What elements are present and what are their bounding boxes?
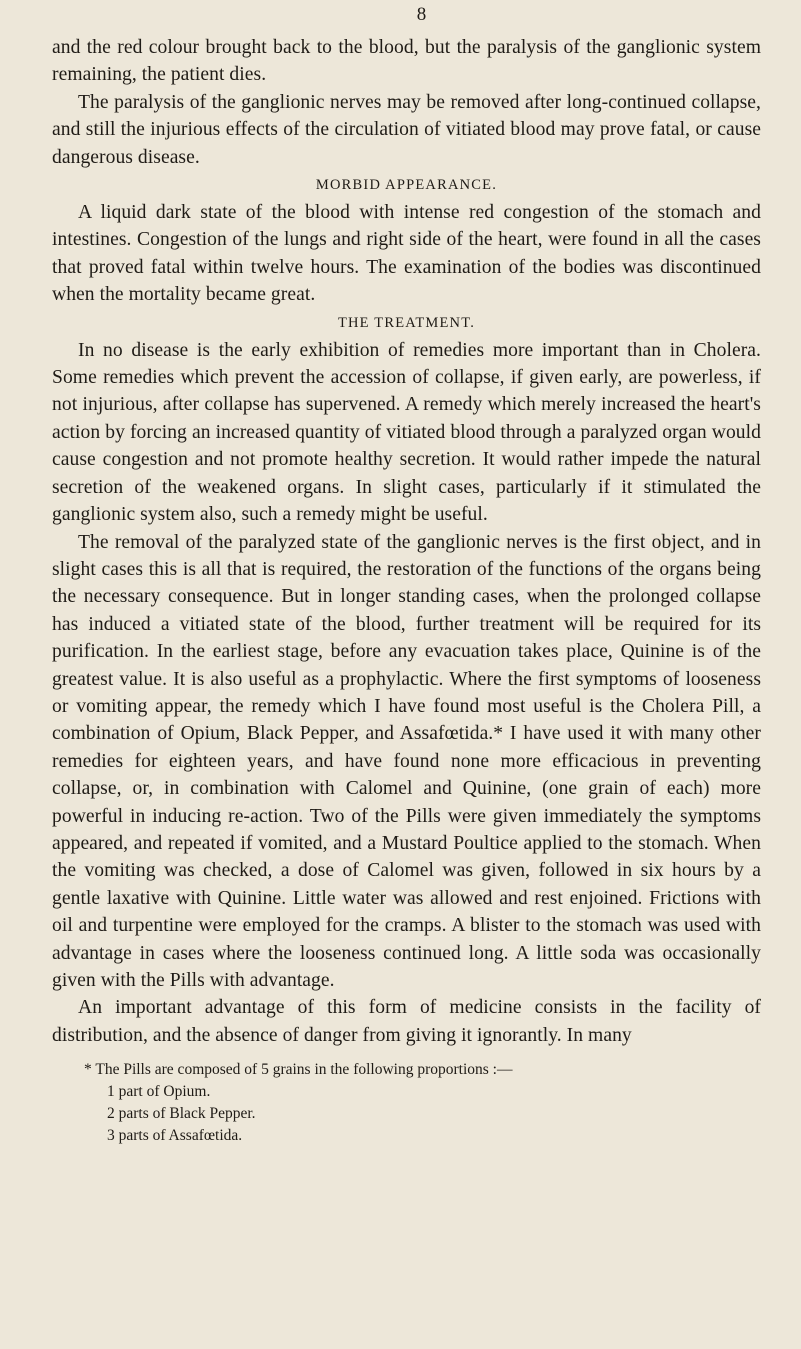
footnote <box>52 1059 761 1147</box>
paragraph-morbid-appearance: A liquid dark state of the blood with intense red congestion of the stomach and intestines. Congestion of the lungs and right side of the heart, were found in all the cases that proved fatal within twelve hours. The examination of the bodies was discontinued when the mortality became great. <box>52 202 761 306</box>
paragraph-ganglionic-paralysis: The paralysis of the ganglionic nerves may be removed after long-continued collapse, and still the injurious effects of the circulation of vitiated blood may prove fatal, or cause dangerous disease. <box>52 91 761 168</box>
footnote-item: 3 parts of Assafœtida. <box>107 1127 243 1145</box>
footnote-intro: * The Pills are composed of 5 grains in the following proportions :— <box>84 1061 513 1079</box>
paragraph-continuation: and the red colour brought back to the blood, but the paralysis of the ganglionic system remaining, the patient dies. <box>52 37 761 86</box>
page-number: 8 <box>416 4 427 25</box>
heading-treatment: THE TREATMENT. <box>337 314 476 331</box>
heading-morbid-appearance: MORBID APPEARANCE. <box>315 177 498 194</box>
footnote-item: 2 parts of Black Pepper. <box>107 1105 256 1123</box>
footnote-item: 1 part of Opium. <box>107 1083 211 1101</box>
paragraph-early-remedies: In no disease is the early exhibition of remedies more important than in Cholera. Some remedies which prevent the accession of collapse, if given early, are powerless, if not injurious, after collapse has supervened. A remedy which merely increased the heart's action by forcing an increased quantity of vitiated blood through a paralyzed organ would cause congestion and not promote healthy secretion. It would rather impede the natural secretion of the weakened organs. In slight cases, particularly if it stimulated the ganglionic system also, such a remedy might be useful. <box>52 339 761 526</box>
paragraph-distribution-advantage: An important advantage of this form of medicine consists in the facility of distribution, and the absence of danger from giving it ignorantly. In many <box>52 997 761 1046</box>
paragraph-removal-of-paralysis: The removal of the paralyzed state of the ganglionic nerves is the first object, and in slight cases this is all that is required, the restoration of the functions of the organs being the necessary consequence. But in longer standing cases, when the prolonged collapse has induced a vitiated state of the blood, further treatment will be required for its purification. In the earliest stage, before any evacuation takes place, Quinine is of the greatest value. It is also useful as a prophylactic. Where the first symptoms of looseness or vomiting appear, the remedy which I have found most useful is the Cholera Pill, a combination of Opium, Black Pepper, and Assafœtida.* I have used it with many other remedies for eighteen years, and have found none more efficacious in preventing collapse, or, in combination with Calomel and Quinine, (one grain of each) more powerful in inducing re-action. Two of the Pills were given immediately the symptoms appeared, and repeated if vomited, and a Mustard Poultice applied to the stomach. When the vomiting was checked, a dose of Calomel was given, followed in six hours by a gentle laxative with Quinine. Little water was allowed and rest enjoined. Frictions with oil and turpentine were employed for the cramps. A blister to the stomach was used with advantage in cases where the looseness continued long. A little soda was occasionally given with the Pills with advantage. <box>52 531 761 991</box>
